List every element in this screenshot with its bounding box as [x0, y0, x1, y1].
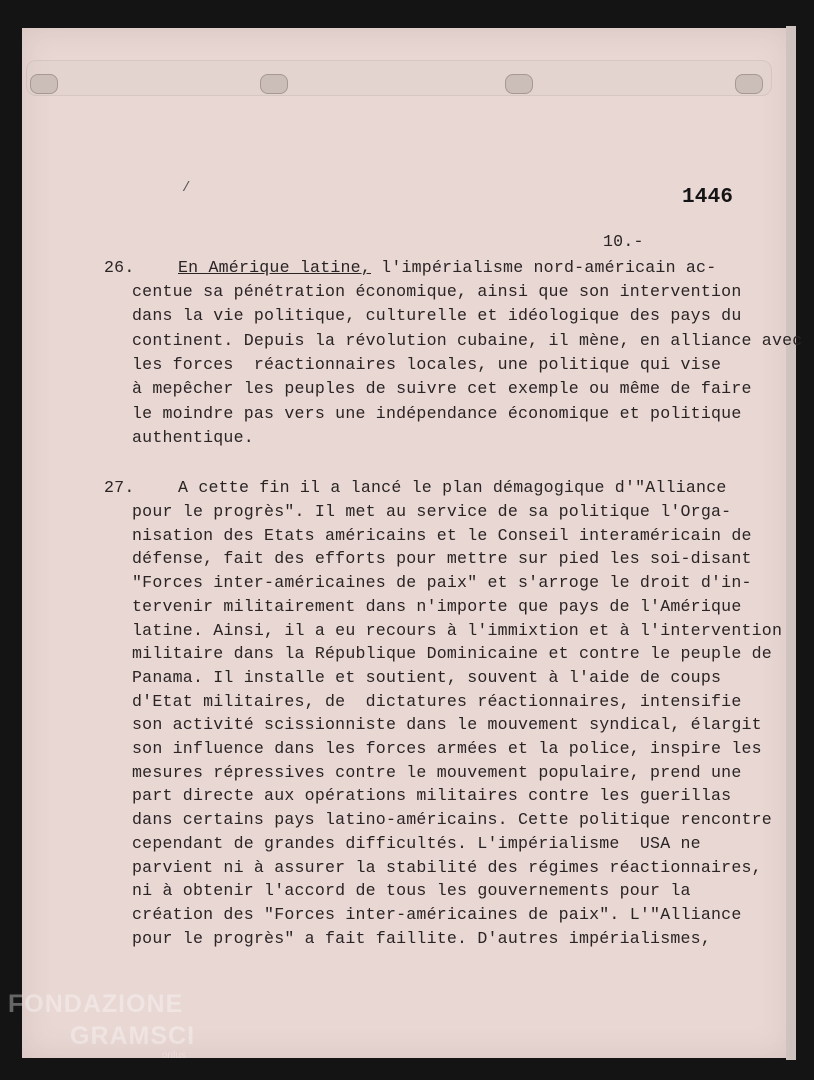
text-line: dans certains pays latino-américains. Cette politique rencontre: [132, 810, 772, 830]
text-line: continent. Depuis la révolution cubaine, il mène, en alliance avec: [132, 330, 803, 350]
watermark-line: onlus: [162, 1050, 186, 1061]
text-line: le moindre pas vers une indépendance économique et politique: [132, 403, 742, 423]
page-number: 10.-: [603, 232, 644, 251]
text-line: latine. Ainsi, il a eu recours à l'immixtion et à l'intervention: [132, 620, 783, 640]
page-edge: [786, 26, 796, 1060]
text-line: ni à obtenir l'accord de tous les gouvernements pour la: [132, 881, 691, 901]
text-line: défense, fait des efforts pour mettre sur pied les soi-disant: [132, 549, 752, 569]
text-line: les forces réactionnaires locales, une politique qui vise: [132, 354, 722, 374]
watermark-line: GRAMSCI: [70, 1022, 196, 1050]
section-heading: En Amérique latine,: [178, 258, 371, 277]
paragraph-number: 26.: [104, 258, 135, 277]
line-text: l'impérialisme nord-américain ac-: [371, 258, 717, 277]
text-line: pour le progrès" a fait faillite. D'autres impérialismes,: [132, 928, 711, 948]
text-line: cependant de grandes difficultés. L'impérialisme USA ne: [132, 833, 701, 853]
binder-hole: [735, 74, 763, 94]
text-line: son influence dans les forces armées et la police, inspire les: [132, 739, 762, 758]
text-line: militaire dans la République Dominicaine et contre le peuple de: [132, 644, 772, 664]
text-line: parvient ni à assurer la stabilité des régimes réactionnaires,: [132, 857, 762, 877]
binder-hole: [30, 74, 58, 94]
text-line: mesures répressives contre le mouvement populaire, prend une: [132, 762, 742, 782]
archive-number: 1446: [682, 186, 734, 209]
binder-hole: [505, 74, 533, 94]
text-line: Panama. Il installe et soutient, souvent à l'aide de coups: [132, 667, 722, 687]
binder-strip: [26, 60, 772, 96]
paragraph-first-line: [178, 258, 716, 277]
text-line: dans la vie politique, culturelle et idéologique des pays du: [132, 306, 742, 326]
text-line: part directe aux opérations militaires contre les guerillas: [132, 786, 732, 806]
paragraph-first-line: A cette fin il a lancé le plan démagogique d'"Alliance: [178, 478, 727, 497]
text-line: d'Etat militaires, de dictatures réactionnaires, intensifie: [132, 691, 742, 711]
text-line: centue sa pénétration économique, ainsi que son intervention: [132, 282, 742, 301]
watermark-line: FONDAZIONE: [8, 990, 184, 1018]
text-line: nisation des Etats américains et le Conseil interaméricain de: [132, 525, 752, 545]
text-line: authentique.: [132, 427, 254, 447]
text-line: pour le progrès". Il met au service de sa politique l'Orga-: [132, 502, 732, 521]
binder-hole: [260, 74, 288, 94]
paragraph-number: 27.: [104, 478, 135, 497]
pencil-mark: /: [182, 180, 191, 196]
text-line: son activité scissionniste dans le mouvement syndical, élargit: [132, 715, 762, 735]
text-line: "Forces inter-américaines de paix" et s'arroge le droit d'in-: [132, 573, 752, 593]
text-line: à mepêcher les peuples de suivre cet exemple ou même de faire: [132, 379, 752, 399]
text-line: tervenir militairement dans n'importe que pays de l'Amérique: [132, 596, 742, 616]
text-line: création des "Forces inter-américaines de paix". L'"Alliance: [132, 904, 742, 924]
